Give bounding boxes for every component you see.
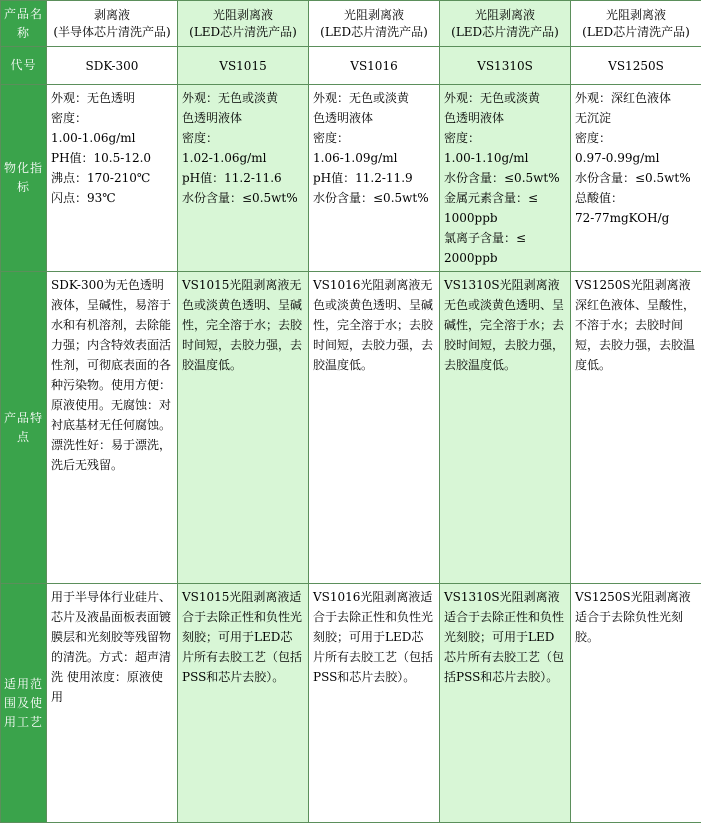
label-product-name: 产品名称 xyxy=(1,1,47,47)
properties-cell xyxy=(440,85,571,272)
product-name: 剥离液 xyxy=(49,7,175,24)
property-line: PH值：10.5-12.0 xyxy=(51,148,173,168)
product-subtitle: (LED芯片清洗产品) xyxy=(180,24,306,41)
properties-cell xyxy=(178,85,309,272)
properties-cell xyxy=(309,85,440,272)
property-line: 密度： xyxy=(313,128,435,148)
product-subtitle: (LED芯片清洗产品) xyxy=(442,24,568,41)
features-cell: VS1250S光阻剥离液深红色液体、呈酸性，不溶于水；去胶时间短，去胶力强，去胶温度低。 xyxy=(571,272,701,584)
property-line: 水份含量：≤0.5wt% xyxy=(182,188,304,208)
property-line: 1000ppb xyxy=(444,208,566,228)
property-line: 氯离子含量：≤ xyxy=(444,228,566,248)
property-line: 密度： xyxy=(575,128,697,148)
product-code: VS1310S xyxy=(440,47,571,85)
label-features: 产品特点 xyxy=(1,272,47,584)
property-line: 色透明液体 xyxy=(444,108,566,128)
property-line: 色透明液体 xyxy=(313,108,435,128)
property-line: pH值：11.2-11.6 xyxy=(182,168,304,188)
code-row xyxy=(1,47,701,85)
property-line: 沸点：170-210℃ xyxy=(51,168,173,188)
property-line: 总酸值： xyxy=(575,188,697,208)
properties-cell xyxy=(571,85,701,272)
product-subtitle: (LED芯片清洗产品) xyxy=(311,24,437,41)
property-line: 外观：无色或淡黄 xyxy=(444,88,566,108)
product-name-cell xyxy=(440,1,571,47)
product-name: 光阻剥离液 xyxy=(311,7,437,24)
property-line: 色透明液体 xyxy=(182,108,304,128)
properties-row xyxy=(1,85,701,272)
property-line: 72-77mgKOH/g xyxy=(575,208,697,228)
features-cell: VS1015光阻剥离液无色或淡黄色透明、呈碱性，完全溶于水；去胶时间短，去胶力强，去胶温度低。 xyxy=(178,272,309,584)
application-cell: VS1310S光阻剥离液适合于去除正性和负性光刻胶；可用于LED芯片所有去胶工艺（包括PSS和芯片去胶）。 xyxy=(440,584,571,823)
property-line: 1.02-1.06g/ml xyxy=(182,148,304,168)
application-cell: VS1016光阻剥离液适合于去除正性和负性光刻胶；可用于LED芯片所有去胶工艺（包括PSS和芯片去胶）。 xyxy=(309,584,440,823)
property-line: 0.97-0.99g/ml xyxy=(575,148,697,168)
property-line: 1.00-1.06g/ml xyxy=(51,128,173,148)
property-line: 密度： xyxy=(51,108,173,128)
property-line: 密度： xyxy=(182,128,304,148)
property-line: 金属元素含量：≤ xyxy=(444,188,566,208)
property-line: pH值：11.2-11.9 xyxy=(313,168,435,188)
product-name-cell xyxy=(178,1,309,47)
product-name: 光阻剥离液 xyxy=(573,7,699,24)
property-line: 外观：无色或淡黄 xyxy=(313,88,435,108)
features-cell: VS1310S光阻剥离液无色或淡黄色透明、呈碱性，完全溶于水；去胶时间短，去胶力强，去胶温度低。 xyxy=(440,272,571,584)
product-code: VS1015 xyxy=(178,47,309,85)
property-line: 外观：无色透明 xyxy=(51,88,173,108)
product-name: 光阻剥离液 xyxy=(180,7,306,24)
features-cell: VS1016光阻剥离液无色或淡黄色透明、呈碱性，完全溶于水；去胶时间短，去胶力强，去胶温度低。 xyxy=(309,272,440,584)
application-cell: VS1250S光阻剥离液适合于去除负性光刻胶。 xyxy=(571,584,701,823)
product-subtitle: (LED芯片清洗产品) xyxy=(573,24,699,41)
property-line: 2000ppb xyxy=(444,248,566,268)
property-line: 1.06-1.09g/ml xyxy=(313,148,435,168)
header-row xyxy=(1,1,701,47)
features-row xyxy=(1,272,701,584)
label-application: 适用范围及使用工艺 xyxy=(1,584,47,823)
property-line: 密度： xyxy=(444,128,566,148)
application-row xyxy=(1,584,701,823)
product-code: SDK-300 xyxy=(47,47,178,85)
property-line: 1.00-1.10g/ml xyxy=(444,148,566,168)
property-line: 水份含量：≤0.5wt% xyxy=(575,168,697,188)
property-line: 水份含量：≤0.5wt% xyxy=(444,168,566,188)
application-cell: VS1015光阻剥离液适合于去除正性和负性光刻胶；可用于LED芯片所有去胶工艺（包括PSS和芯片去胶）。 xyxy=(178,584,309,823)
features-cell: SDK-300为无色透明液体，呈碱性，易溶于水和有机溶剂，去除能力强；内含特效表面活性剂，可彻底表面的各种污染物。使用方便：原液使用。无腐蚀：对衬底基材无任何腐蚀。漂洗性好：易于漂洗，洗后无残留。 xyxy=(47,272,178,584)
property-line: 无沉淀 xyxy=(575,108,697,128)
product-name-cell xyxy=(571,1,701,47)
property-line: 闪点：93℃ xyxy=(51,188,173,208)
label-code: 代号 xyxy=(1,47,47,85)
property-line: 外观：无色或淡黄 xyxy=(182,88,304,108)
properties-cell xyxy=(47,85,178,272)
property-line: 外观：深红色液体 xyxy=(575,88,697,108)
product-name: 光阻剥离液 xyxy=(442,7,568,24)
product-code: VS1250S xyxy=(571,47,701,85)
application-cell: 用于半导体行业硅片、芯片及液晶面板表面镀膜层和光刻胶等残留物的清洗。方式：超声清洗 使用浓度：原液使用 xyxy=(47,584,178,823)
product-name-cell xyxy=(309,1,440,47)
property-line: 水份含量：≤0.5wt% xyxy=(313,188,435,208)
product-name-cell xyxy=(47,1,178,47)
label-properties: 物化指标 xyxy=(1,85,47,272)
product-subtitle: (半导体芯片清洗产品) xyxy=(49,24,175,41)
product-code: VS1016 xyxy=(309,47,440,85)
